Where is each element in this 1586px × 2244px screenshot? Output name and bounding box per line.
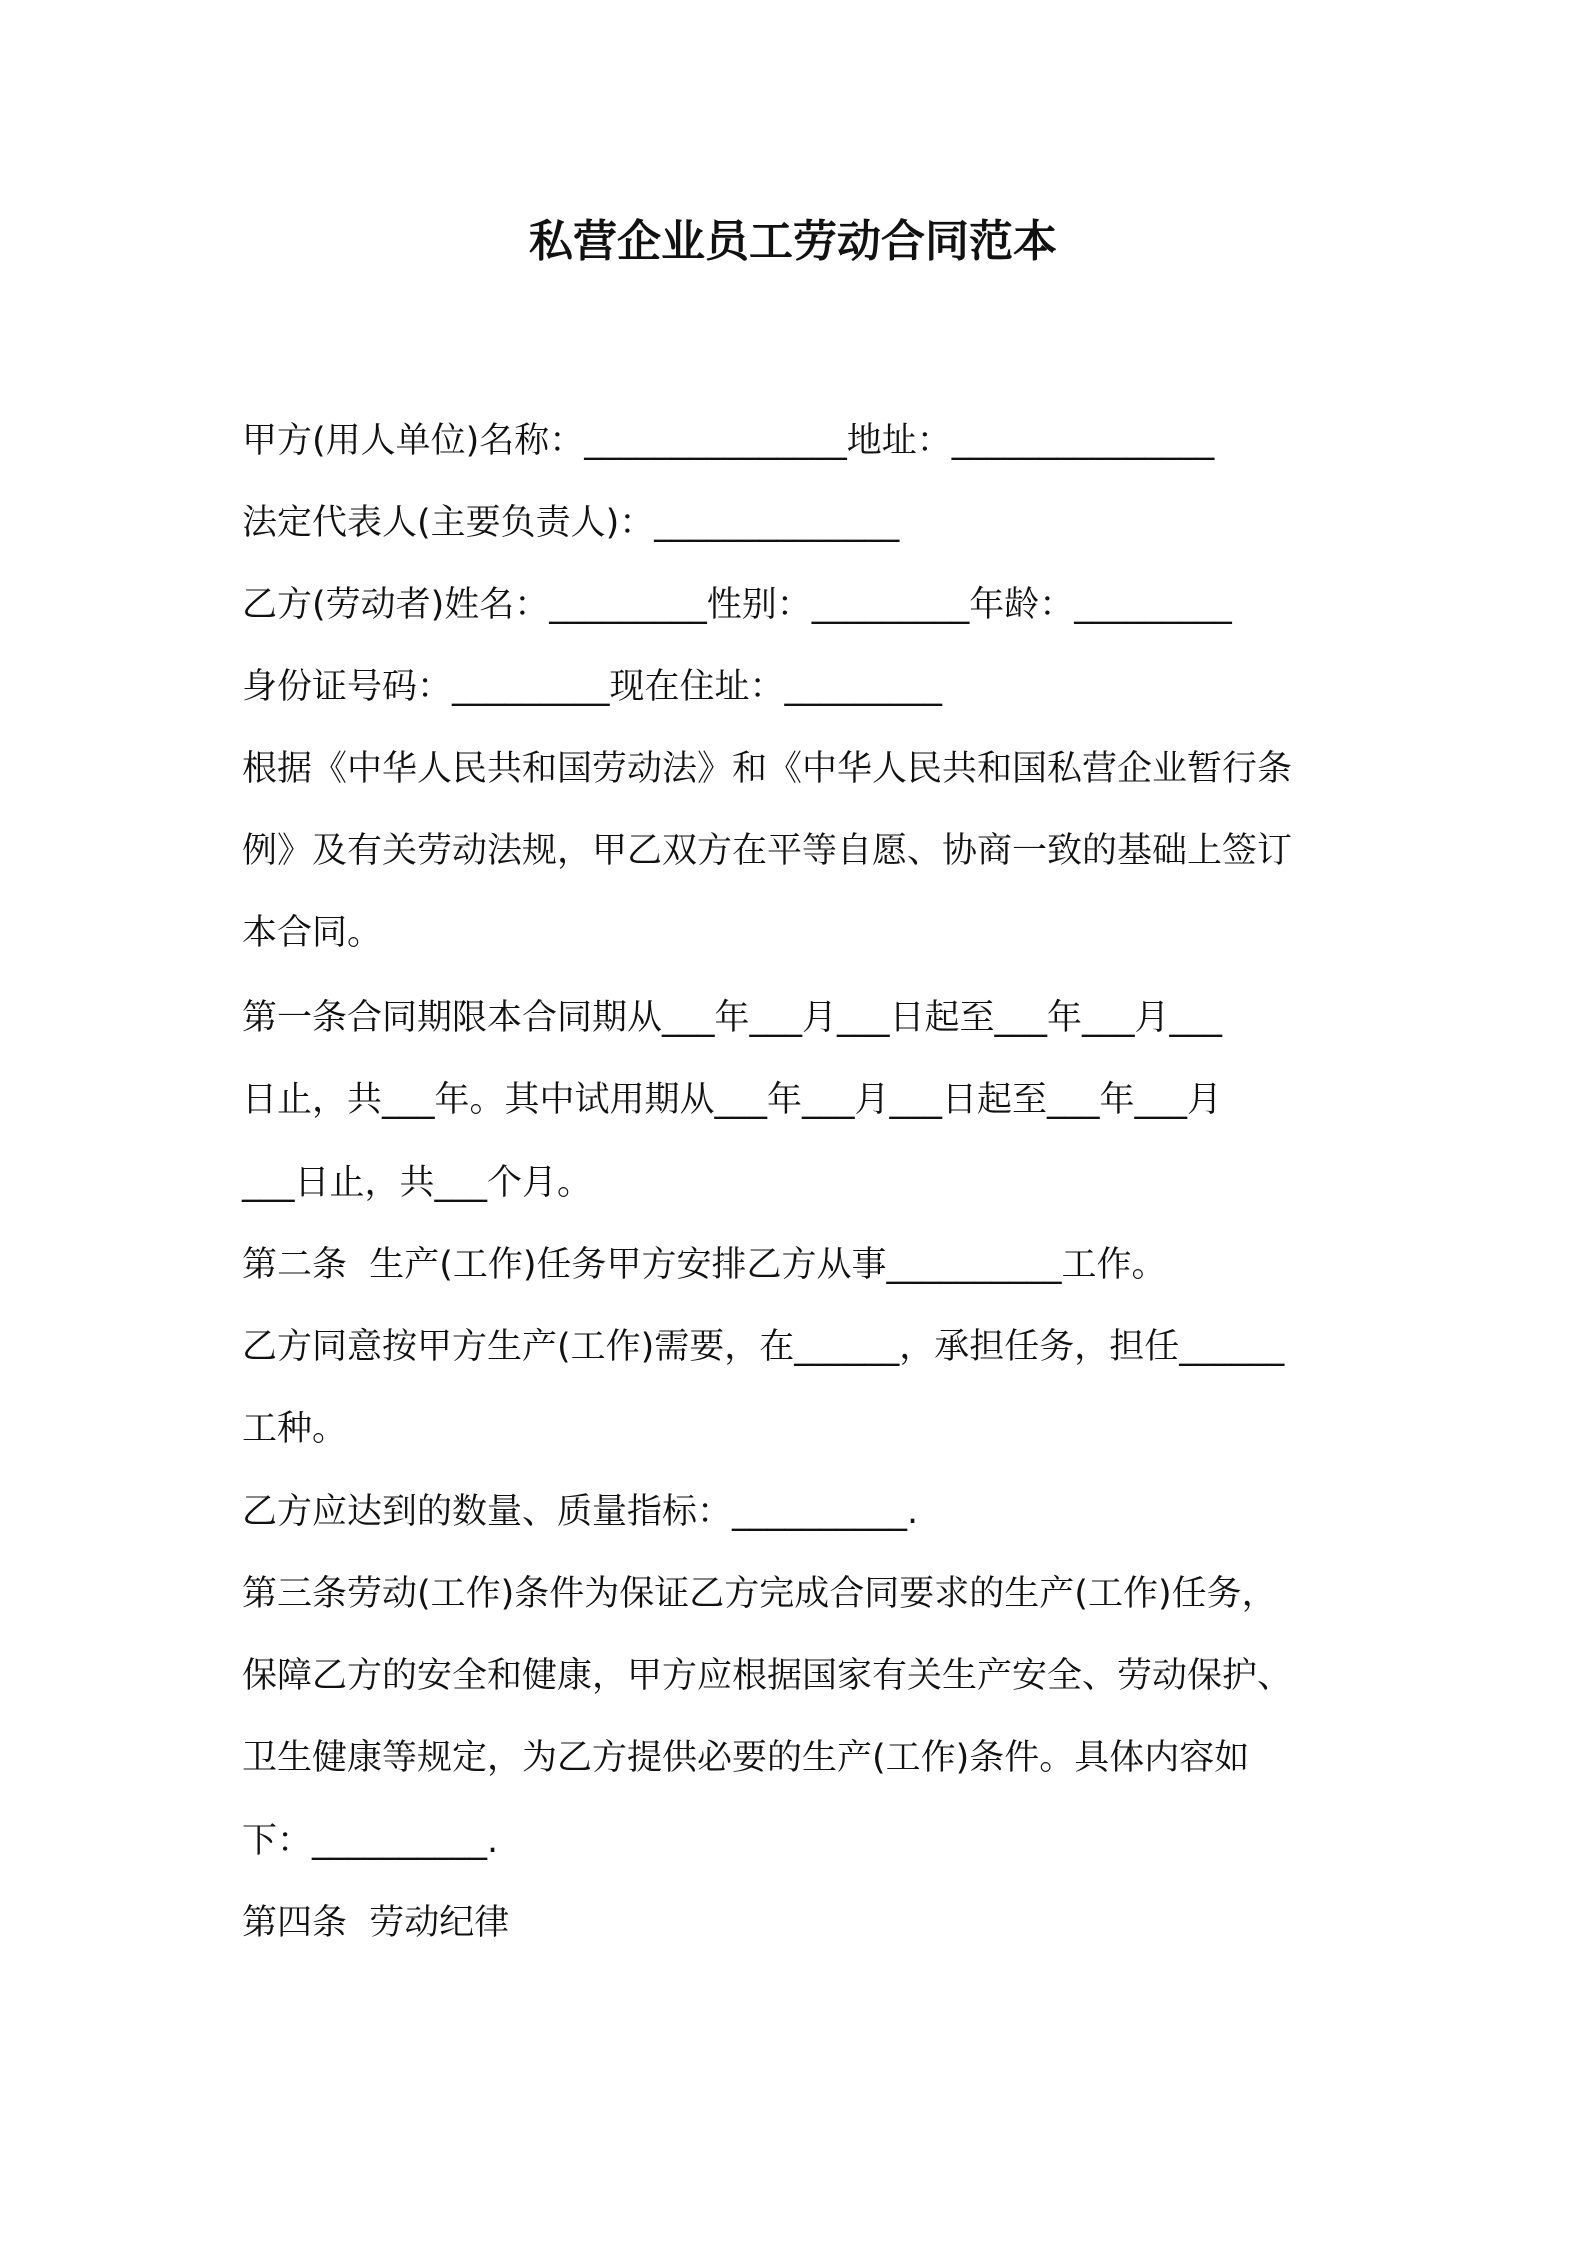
article-3-line-4: 下：__________. (242, 1821, 499, 1861)
article-1-line-2: 日止，共___年。其中试用期从___年___月___日起至___年___月 (242, 1080, 1223, 1120)
article-3-line-3: 卫生健康等规定，为乙方提供必要的生产(工作)条件。具体内容如 (242, 1738, 1250, 1778)
article-2-line-2: 乙方同意按甲方生产(工作)需要，在______，承担任务，担任______ (242, 1327, 1285, 1367)
preamble-line-3: 本合同。 (242, 913, 383, 953)
party-b-name-gender-age-line: 乙方(劳动者)姓名：_________性别：_________年龄：_________ (242, 585, 1232, 625)
article-4-heading: 第四条 劳动纪律 (242, 1903, 510, 1943)
article-2-line-1: 第二条 生产(工作)任务甲方安排乙方从事__________工作。 (242, 1245, 1167, 1285)
article-2-quality-line: 乙方应达到的数量、质量指标：__________. (242, 1492, 919, 1532)
article-2-line-3: 工种。 (242, 1409, 348, 1449)
article-1-line-3: ___日止，共___个月。 (242, 1163, 593, 1203)
article-1-line-1: 第一条合同期限本合同期从___年___月___日起至___年___月___ (242, 998, 1223, 1038)
id-number-address-line: 身份证号码：_________现在住址：_________ (242, 667, 943, 707)
document-title: 私营企业员工劳动合同范本 (529, 216, 1057, 267)
preamble-line-1: 根据《中华人民共和国劳动法》和《中华人民共和国私营企业暂行条 (242, 749, 1293, 789)
preamble-line-2: 例》及有关劳动法规，甲乙双方在平等自愿、协商一致的基础上签订 (242, 831, 1293, 871)
party-a-name-address-line: 甲方(用人单位)名称：_______________地址：_______________ (242, 421, 1215, 461)
legal-representative-line: 法定代表人(主要负责人)：______________ (242, 503, 900, 543)
article-3-line-1: 第三条劳动(工作)条件为保证乙方完成合同要求的生产(工作)任务， (242, 1574, 1277, 1614)
article-3-line-2: 保障乙方的安全和健康，甲方应根据国家有关生产安全、劳动保护、 (242, 1656, 1293, 1696)
